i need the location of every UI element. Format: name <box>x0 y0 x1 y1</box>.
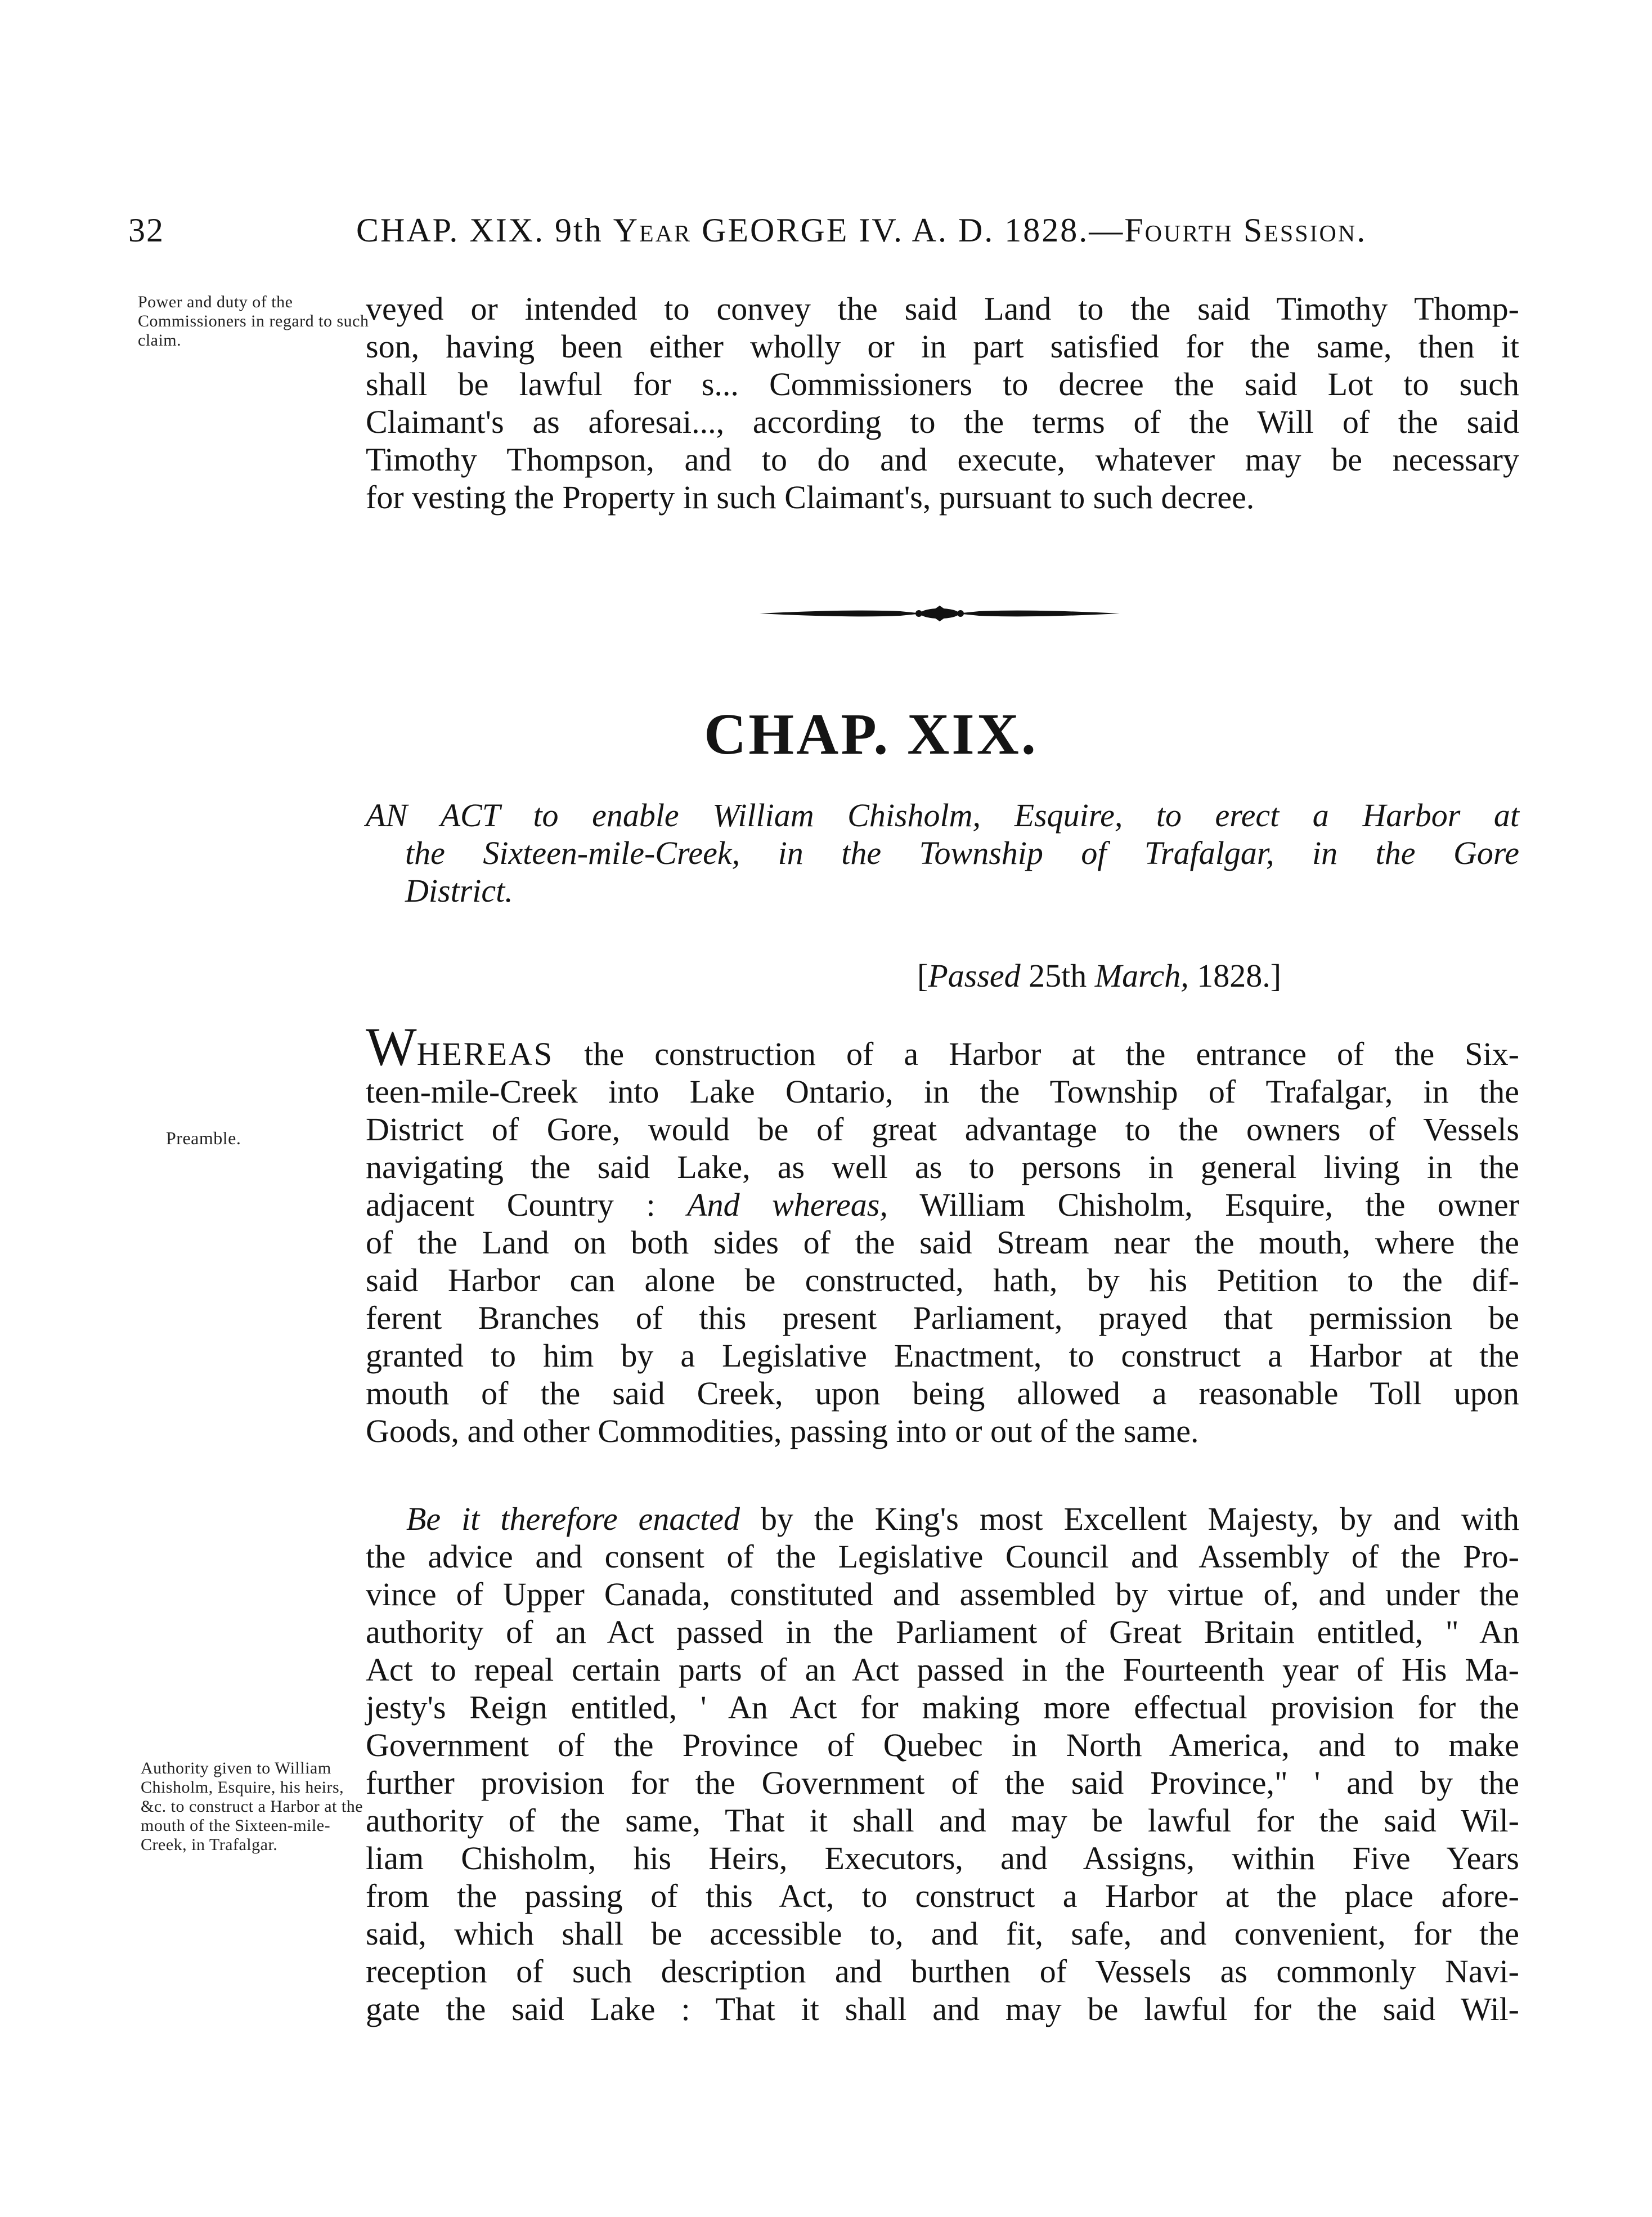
continuation-line: veyed or intended to convey the said Land to the said Timothy Thomp- <box>366 290 1519 327</box>
enactment-line: jesty's Reign entitled, ' An Act for making more effectual provision for the <box>366 1689 1519 1726</box>
continuation-line: son, having been either wholly or in part satisfied for the same, then it <box>366 328 1519 365</box>
chapter-title: CHAP. XIX. <box>704 702 1038 767</box>
preamble-line: of the Land on both sides of the said Stream near the mouth, where the <box>366 1224 1519 1261</box>
act-title-line: AN ACT to enable William Chisholm, Esquire, to erect a Harbor at <box>366 797 1519 834</box>
running-header <box>128 211 1490 256</box>
enactment-lead: Be it therefore enacted <box>406 1501 740 1537</box>
preamble-line <box>366 1016 1519 1077</box>
margin-note-preamble: Preamble. <box>166 1128 241 1148</box>
preamble-line <box>366 1186 1519 1224</box>
preamble-line: Goods, and other Commodities, passing into or out of the same. <box>366 1413 1199 1449</box>
running-head <box>356 211 1367 250</box>
continuation-line: for vesting the Property in such Claimant's, pursuant to such decree. <box>366 479 1255 516</box>
passed-year: 1828. <box>1197 957 1271 994</box>
running-head-session: Fourth Session. <box>1124 212 1367 249</box>
passed-date: [Passed 25th March, 1828.] <box>917 957 1282 994</box>
enactment-line: vince of Upper Canada, constituted and assembled by virtue of, and under the <box>366 1576 1519 1613</box>
ornamental-divider <box>760 597 1120 630</box>
passed-day: 25th <box>1029 957 1087 994</box>
enactment-line: said, which shall be accessible to, and fit, safe, and convenient, for the <box>366 1915 1519 1952</box>
preamble-line: granted to him by a Legislative Enactment, to construct a Harbor at the <box>366 1337 1519 1374</box>
continuation-paragraph <box>366 290 1519 516</box>
enactment-text: by the King's most Excellent Majesty, by and with <box>740 1501 1519 1537</box>
preamble-drop-cap: W <box>366 1016 417 1077</box>
enactment-line: authority of the same, That it shall and may be lawful for the said Wil- <box>366 1802 1519 1839</box>
enactment-line: reception of such description and burthen of Vessels as commonly Navi- <box>366 1953 1519 1990</box>
preamble-line: teen-mile-Creek into Lake Ontario, in the Township of Trafalgar, in the <box>366 1073 1519 1110</box>
preamble-line: District of Gore, would be of great advantage to the owners of Vessels <box>366 1111 1519 1148</box>
act-title-line: District. <box>405 872 513 909</box>
continuation-line: shall be lawful for s... Commissioners to decree the said Lot to such <box>366 366 1519 402</box>
preamble-line: mouth of the said Creek, upon being allowed a reasonable Toll upon <box>366 1375 1519 1412</box>
enactment-line: Act to repeal certain parts of an Act passed in the Fourteenth year of His Ma- <box>366 1651 1519 1688</box>
enactment-line: the advice and consent of the Legislative Council and Assembly of the Pro- <box>366 1538 1519 1575</box>
preamble-line: ferent Branches of this present Parliament, prayed that permission be <box>366 1300 1519 1336</box>
passed-label: Passed <box>928 957 1021 994</box>
preamble-text: adjacent Country : <box>366 1186 656 1223</box>
continuation-line: Claimant's as aforesai..., according to the terms of the Will of the said <box>366 404 1519 440</box>
preamble-paragraph <box>366 1016 1520 1450</box>
act-title <box>366 796 1519 910</box>
preamble-line: said Harbor can alone be constructed, hath, by his Petition to the dif- <box>366 1262 1519 1298</box>
passed-month: March, <box>1094 957 1189 994</box>
enactment-paragraph <box>366 1500 1519 2028</box>
running-head-reign: GEORGE IV. A. D. 1828.— <box>692 212 1125 249</box>
enactment-line: further provision for the Government of the said Province," ' and by the <box>366 1764 1519 1801</box>
preamble-text: the construction of a Harbor at the entrance of the Six- <box>554 1036 1519 1072</box>
act-title-line: the Sixteen-mile-Creek, in the Township of Trafalgar, in the Gore <box>405 835 1519 871</box>
enactment-line: authority of an Act passed in the Parliament of Great Britain entitled, " An <box>366 1614 1519 1650</box>
enactment-line: Government of the Province of Quebec in North America, and to make <box>366 1727 1519 1763</box>
enactment-line: from the passing of this Act, to construct a Harbor at the place afore- <box>366 1878 1519 1914</box>
page-number: 32 <box>128 212 164 249</box>
enactment-line: gate the said Lake : That it shall and may be lawful for the said Wil- <box>366 1991 1519 2027</box>
preamble-first-word: HEREAS <box>416 1036 554 1072</box>
running-head-year-label: Year <box>613 212 692 249</box>
enactment-line <box>366 1500 1519 1538</box>
running-head-chapter: CHAP. XIX. 9th <box>356 212 613 249</box>
continuation-line: Timothy Thompson, and to do and execute, whatever may be necessary <box>366 441 1519 478</box>
enactment-line: liam Chisholm, his Heirs, Executors, and Assigns, within Five Years <box>366 1840 1519 1876</box>
margin-note-power-and-duty: Power and duty of the Commissioners in regard to such claim. <box>138 293 369 350</box>
preamble-line: navigating the said Lake, as well as to persons in general living in the <box>366 1149 1519 1185</box>
preamble-text: William Chisholm, Esquire, the owner <box>887 1186 1520 1223</box>
margin-note-authority: Authority given to William Chisholm, Esquire, his heirs, &c. to construct a Harbor at the mouth of the Sixteen-mile-Creek, in Trafalgar. <box>141 1759 363 1854</box>
preamble-and-whereas: And whereas, <box>655 1186 888 1223</box>
